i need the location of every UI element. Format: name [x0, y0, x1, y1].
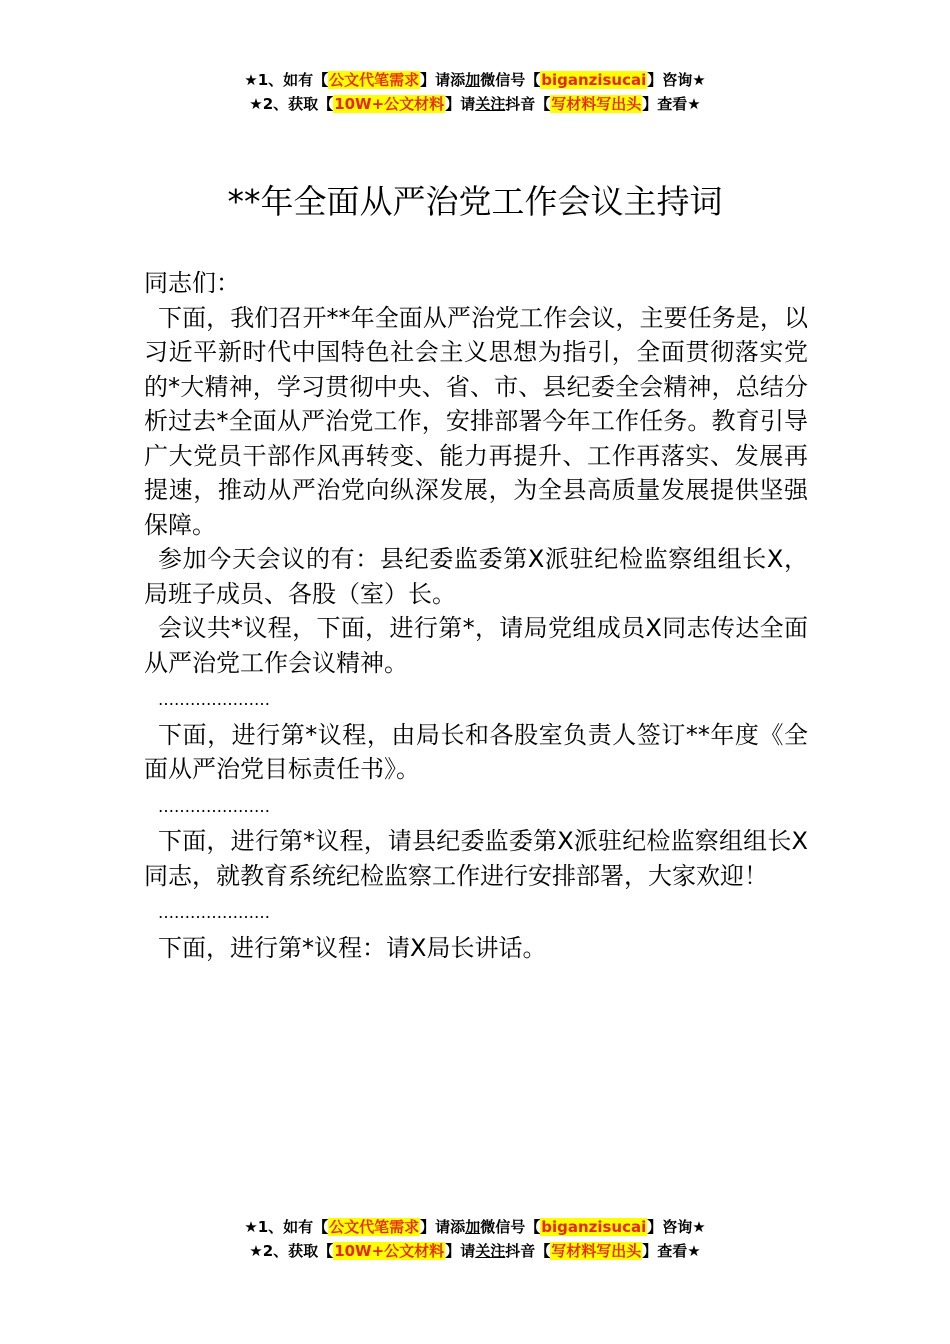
paragraph-2: 参加今天会议的有：县纪委监委第X派驻纪检监察组组长X，局班子成员、各股（室）长。 — [144, 545, 808, 608]
promo-text: 抖音【 — [505, 1242, 551, 1260]
promo-text: 】咨询★ — [647, 1218, 706, 1236]
paragraph-4: 下面，进行第*议程，由局长和各股室负责人签订**年度《全面从严治党目标责任书》。 — [144, 720, 808, 783]
promo-text: 微信号【 — [480, 71, 541, 89]
paragraph-5: 下面，进行第*议程，请县纪委监委第X派驻纪检监察组组长X同志，就教育系统纪检监察工作进行安排部署，大家欢迎！ — [144, 827, 808, 890]
promo-text: ★1、如有【 — [244, 1218, 329, 1236]
paragraph-3: 会议共*议程，下面，进行第*，请局党组成员X同志传达全面从严治党工作会议精神。 — [144, 614, 808, 677]
promo-text: ★2、获取【 — [249, 1242, 334, 1260]
salutation: 同志们： — [144, 269, 240, 297]
promo-highlight: 公文代笔需求 — [329, 1218, 420, 1236]
ellipsis-text: ………………… — [158, 690, 270, 709]
promo-line-2 — [0, 1239, 950, 1263]
promo-banner-top — [0, 68, 950, 116]
promo-text: 抖音【 — [505, 95, 551, 113]
promo-text: 】查看★ — [642, 95, 701, 113]
ellipsis-text: ………………… — [158, 796, 270, 816]
promo-line-1 — [0, 68, 950, 92]
promo-text: 】请添 — [420, 71, 466, 89]
promo-text: 】查看★ — [642, 1242, 701, 1260]
ellipsis-3 — [144, 893, 808, 931]
promo-banner-bottom — [0, 1215, 950, 1263]
promo-highlight: 10W+公文材料 — [334, 1242, 445, 1260]
promo-highlight: 写材料写出头 — [551, 1242, 642, 1260]
ellipsis-text: ………………… — [158, 903, 270, 922]
promo-underline: 加 — [465, 71, 481, 89]
document-body — [144, 266, 808, 965]
promo-highlight: biganzisucai — [541, 1218, 647, 1236]
promo-underline: 加 — [465, 1218, 481, 1236]
promo-text: 】请添 — [420, 1218, 466, 1236]
promo-text: ★2、获取【 — [249, 95, 334, 113]
promo-highlight: 10W+公文材料 — [334, 95, 445, 113]
promo-highlight: 公文代笔需求 — [329, 71, 420, 89]
promo-line-1 — [0, 1215, 950, 1239]
promo-underline: 关注 — [475, 95, 506, 113]
promo-text: 微信号【 — [480, 1218, 541, 1236]
promo-highlight: 写材料写出头 — [551, 95, 642, 113]
promo-text: ★1、如有【 — [244, 71, 329, 89]
paragraph-6: 下面，进行第*议程：请X局长讲话。 — [158, 933, 547, 962]
promo-text: 】请 — [445, 95, 476, 113]
promo-highlight: biganzisucai — [541, 71, 647, 89]
ellipsis-1 — [144, 680, 808, 718]
promo-underline: 关注 — [475, 1242, 506, 1260]
ellipsis-2 — [144, 787, 808, 825]
promo-text: 】咨询★ — [647, 71, 706, 89]
paragraph-1: 下面，我们召开**年全面从严治党工作会议，主要任务是，以习近平新时代中国特色社会主义思想为指引，全面贯彻落实党的*大精神，学习贯彻中央、省、市、县纪委全会精神，总结分析过去*全面从严治党工作，安排部署今年工作任务。教育引导广大党员干部作风再转变、能力再提升、工作再落实、发展再提速，推动从严治党向纵深发展，为全县高质量发展提供坚强保障。 — [144, 303, 808, 539]
document-title: **年全面从严治党工作会议主持词 — [227, 182, 723, 221]
promo-text: 】请 — [445, 1242, 476, 1260]
promo-line-2 — [0, 92, 950, 116]
